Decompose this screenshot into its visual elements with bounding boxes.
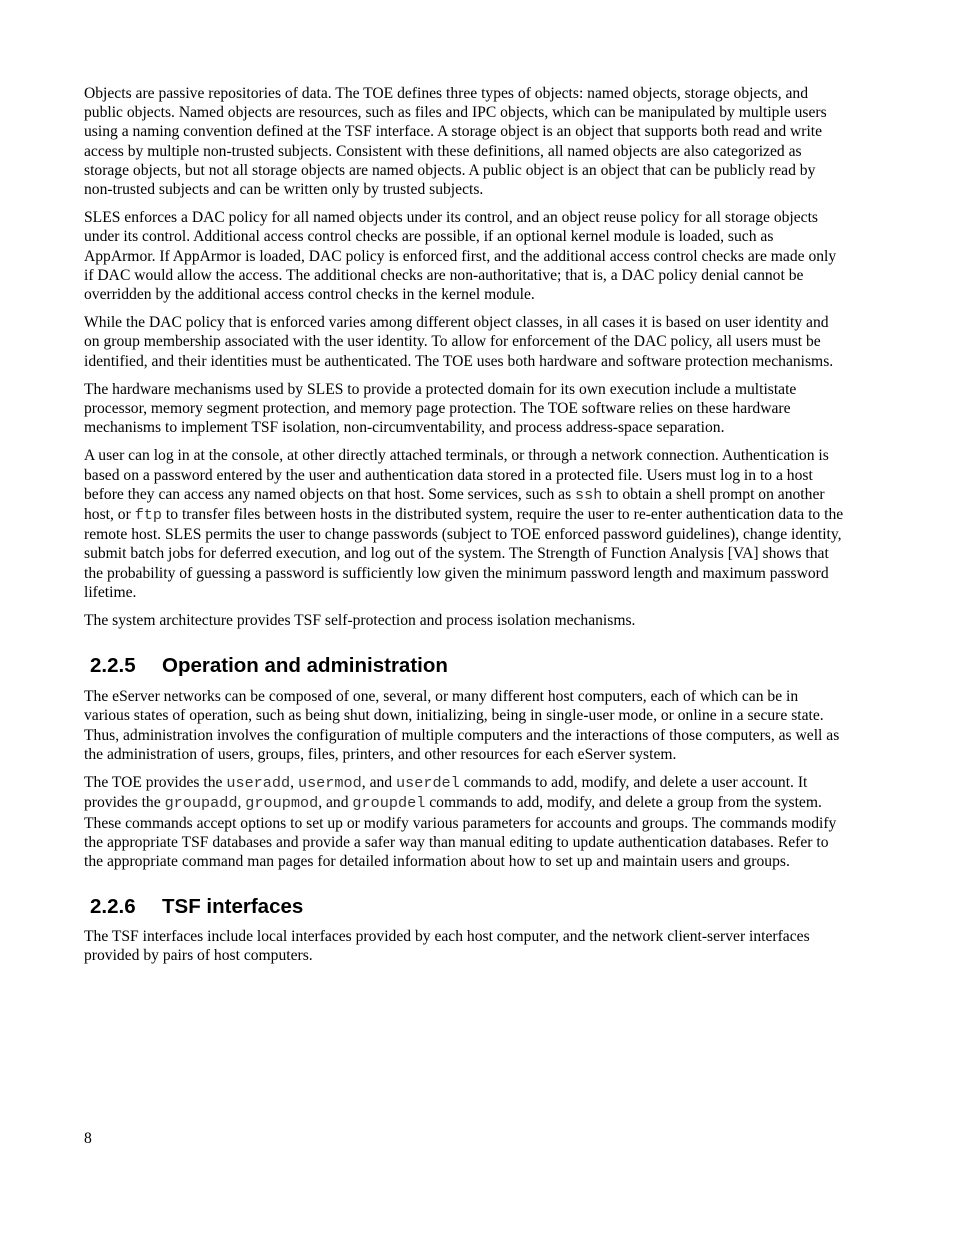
text-run: commands to add, modify, and delete a group from the system. These commands accept options to set up or modify various parameters for accounts and groups. The commands modify the appropriate TSF databases and provide a safer way than manual editing to update authentication databases. Refer to the appropriate command man pages for detailed information about how to set up and maintain users and groups.: [84, 794, 837, 870]
paragraph-system-architecture: The system architecture provides TSF self-protection and process isolation mechanisms.: [84, 612, 636, 630]
paragraph-tsf-interfaces: The TSF interfaces include local interfaces provided by each host computer, and the network client-server interfaces provided by pairs of host computers.: [84, 928, 810, 965]
paragraph-user-identity: While the DAC policy that is enforced varies among different object classes, in all cases it is based on user identity and on group membership associated with the user identity. To allow for enforcement of the DAC policy, all users must be identified, and their identities must be authenticated. The TOE uses both hardware and software protection mechanisms.: [84, 314, 834, 370]
paragraph-objects: Objects are passive repositories of data. The TOE defines three types of objects: named objects, storage objects, and public objects. Named objects are resources, such as files and IPC objects, which can be manipulated by multiple users using a naming convention defined at the TSF interface. A storage object is an object that supports both read and write access by multiple non-trusted subjects. Consistent with these definitions, all named objects are also categorized as storage objects, but not all storage objects are named objects. A public object is an object that can be publicly read by non-trusted subjects and can be written only by trusted subjects.: [84, 85, 827, 199]
text-run: , and: [361, 774, 396, 792]
text-run: , and: [318, 794, 353, 812]
document-page: [84, 84, 844, 975]
page-number: 8: [84, 1130, 92, 1147]
section-heading-tsf-interfaces: [84, 895, 844, 919]
paragraph-dac-policy: SLES enforces a DAC policy for all named objects under its control, and an object reuse policy for all storage objects under its control. Additional access control checks are possible, if an optional kernel module is loaded, such as AppArmor. If AppArmor is loaded, DAC policy is enforced first, and the additional access control checks are made only if DAC would allow the access. The additional checks are non-authoritative; that is, a DAC policy denial cannot be overridden by the additional access control checks in the kernel module.: [84, 209, 837, 304]
command-ftp: ftp: [134, 506, 163, 525]
paragraph-hardware-mechanisms: The hardware mechanisms used by SLES to provide a protected domain for its own execution include a multistate processor, memory segment protection, and memory page protection. The TOE software relies on these hardware mechanisms to implement TSF isolation, non-circumventability, and process address-space separation.: [84, 380, 797, 437]
command-groupmod: groupmod: [245, 794, 319, 813]
paragraph-eserver-networks: The eServer networks can be composed of one, several, or many different host computers, each of which can be in various states of operation, such as being shut down, initializing, being in single-user mode, or online in a secure state. Thus, administration involves the configuration of multiple computers and the interactions of those computers, as well as the administration of users, groups, files, printers, and other resources for each eServer system.: [84, 688, 840, 763]
text-run: to obtain a shell prompt on another host, or: [84, 485, 825, 524]
section-title: Operation and administration: [162, 654, 448, 678]
section-title: TSF interfaces: [162, 895, 304, 919]
command-useradd: useradd: [226, 774, 291, 793]
text-run: commands to add, modify, and delete a user account. It provides the: [84, 774, 808, 812]
text-run: to transfer files between hosts in the distributed system, require the user to re-enter authentication data to the remote host. SLES permits the user to change passwords (subject to TOE enforced password guidelines), change identity, submit batch jobs for deferred execution, and log out of the system. The Strength of Function Analysis [VA] shows that the probability of guessing a password is sufficiently low given the minimum password length and maximum password lifetime.: [84, 506, 844, 601]
paragraph-login: [84, 446, 844, 602]
section-heading-operation-administration: [84, 654, 844, 678]
command-ssh: ssh: [575, 485, 603, 504]
section-number: 2.2.6: [90, 895, 136, 919]
text-run: ,: [237, 794, 246, 812]
text-run: The TOE provides the: [84, 774, 227, 792]
command-groupdel: groupdel: [352, 794, 426, 813]
paragraph-user-commands: [84, 773, 844, 871]
command-groupadd: groupadd: [164, 794, 238, 813]
text-run: A user can log in at the console, at other directly attached terminals, or through a network connection. Authentication is based on a password entered by the user and authentication data stored in a protected file. Users must log in to a host before they can access any named objects on that host. Some services, such as: [84, 447, 829, 503]
text-run: ,: [290, 774, 298, 792]
command-userdel: userdel: [395, 774, 460, 793]
section-number: 2.2.5: [90, 654, 136, 678]
command-usermod: usermod: [297, 774, 362, 793]
